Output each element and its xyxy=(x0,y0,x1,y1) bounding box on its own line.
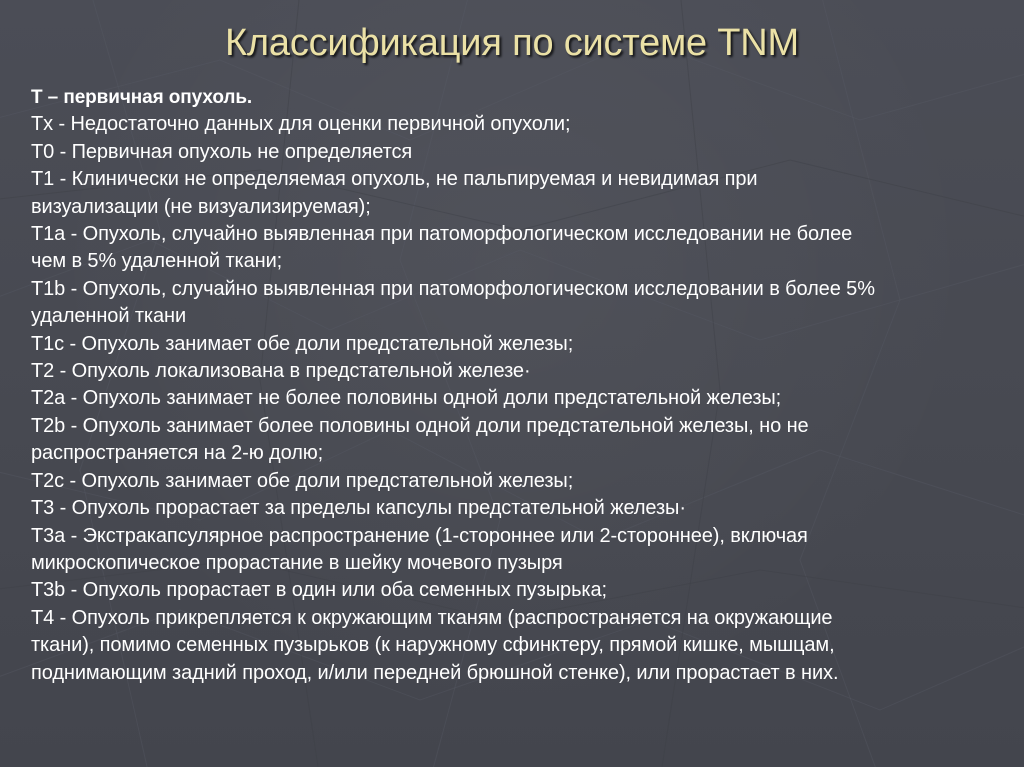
text-line: микроскопическое прорастание в шейку мочевого пузыря xyxy=(31,551,563,574)
text-line: T2a - Опухоль занимает не более половины одной доли предстательной железы; xyxy=(31,387,782,410)
text-line: T2b - Опухоль занимает более половины одной доли предстательной железы, но не xyxy=(31,414,809,437)
text-line: распространяется на 2-ю долю; xyxy=(31,442,324,465)
text-line: T3a - Экстракапсулярное распространение (1-стороннее или 2-стороннее), включая xyxy=(31,524,808,547)
text-line: T3b - Опухоль прорастает в один или оба семенных пузырька; xyxy=(31,579,607,602)
text-line: T4 - Опухоль прикрепляется к окружающим тканям (распространяется на окружающие xyxy=(31,606,833,629)
text-line: T1c - Опухоль занимает обе доли предстательной железы; xyxy=(31,332,574,355)
slide-body xyxy=(31,84,1001,687)
text-line: чем в 5% удаленной ткани; xyxy=(31,250,283,273)
text-line: T1 - Клинически не определяемая опухоль, не пальпируемая и невидимая при xyxy=(31,168,758,191)
text-line: T1a - Опухоль, случайно выявленная при патоморфологическом исследовании не более xyxy=(31,223,853,246)
section-heading: T – первичная опухоль. xyxy=(31,87,253,108)
text-line: T0 - Первичная опухоль не определяется xyxy=(31,140,413,163)
text-line: поднимающим задний проход, и/или передней брюшной стенке), или прорастает в них. xyxy=(31,661,839,684)
text-line: T2 - Опухоль локализована в предстательной железе· xyxy=(31,360,531,383)
text-line: Tх - Недостаточно данных для оценки первичной опухоли; xyxy=(31,113,571,136)
text-line: удаленной ткани xyxy=(31,305,187,328)
text-line: ткани), помимо семенных пузырьков (к наружному сфинктеру, прямой кишке, мышцам, xyxy=(31,634,835,657)
text-line: визуализации (не визуализируемая); xyxy=(31,195,371,218)
text-line: T1b - Опухоль, случайно выявленная при патоморфологическом исследовании в более 5% xyxy=(31,277,875,300)
slide-title: Классификация по системе TNM xyxy=(224,22,799,64)
text-line: T2c - Опухоль занимает обе доли предстательной железы; xyxy=(31,469,574,492)
text-line: T3 - Опухоль прорастает за пределы капсулы предстательной железы· xyxy=(31,497,686,520)
